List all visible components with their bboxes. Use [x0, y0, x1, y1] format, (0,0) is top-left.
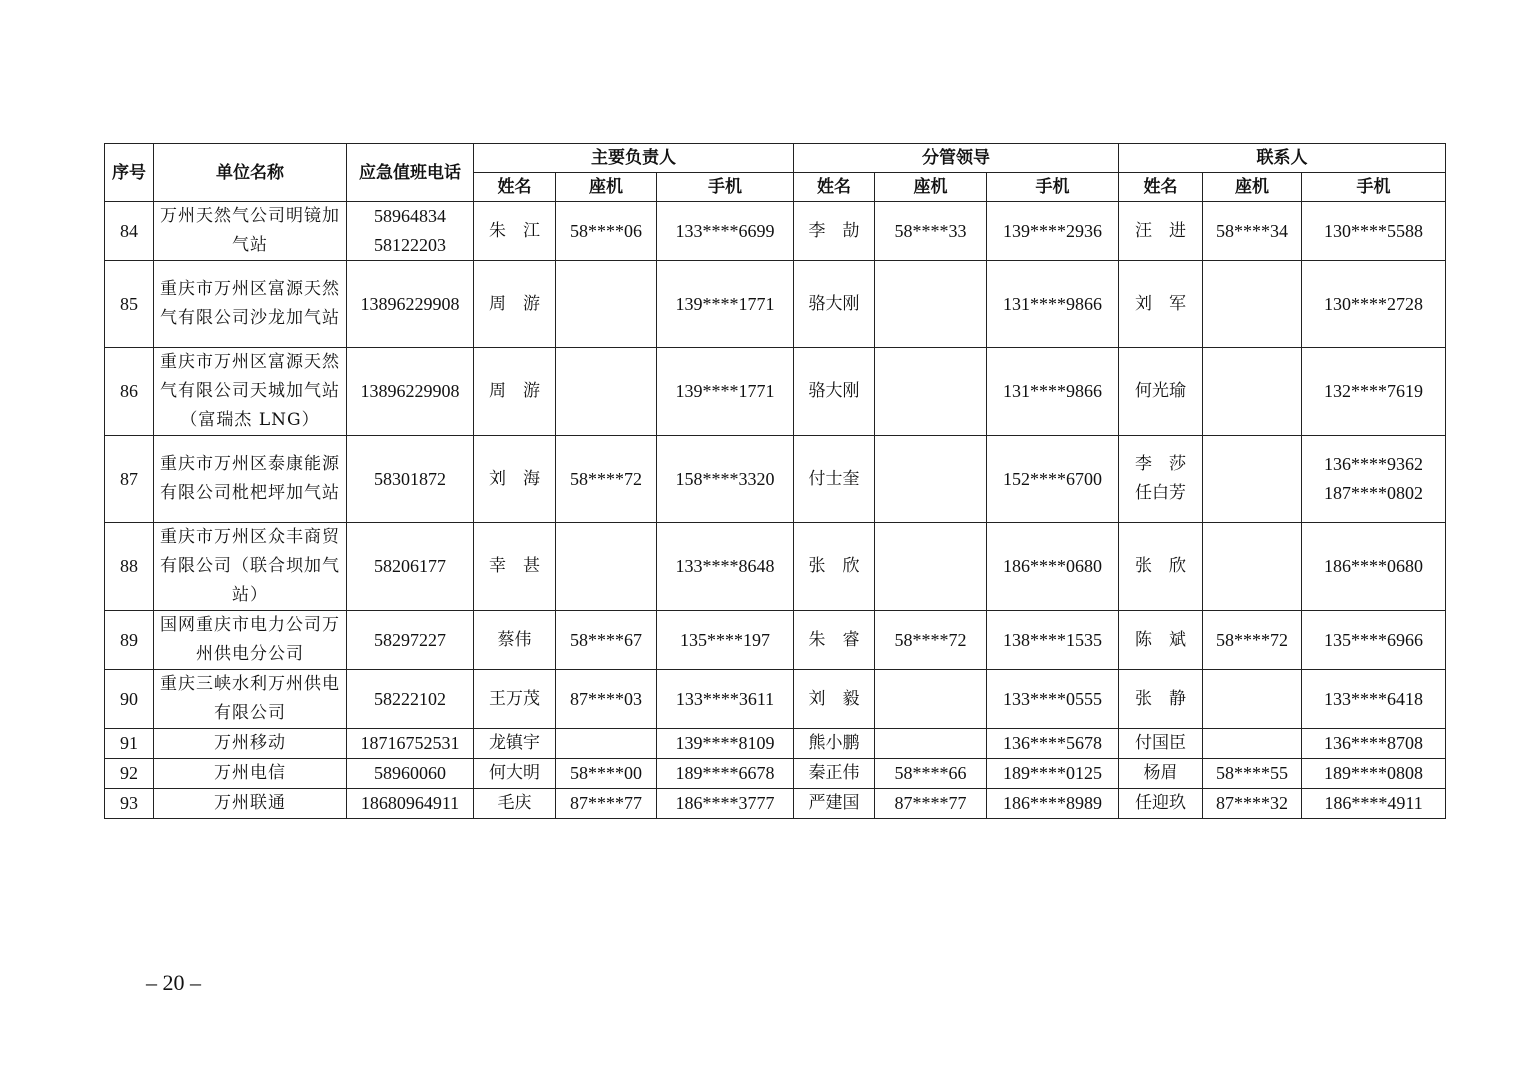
table-row: [105, 670, 1446, 729]
header-seq: 序号: [105, 144, 154, 202]
cell-main-mobile: 133****8648: [657, 523, 794, 611]
cell-seq: 91: [105, 729, 154, 759]
table-row: [105, 261, 1446, 348]
cell-contact-mobile: [1302, 261, 1446, 348]
cell-contact-mobile-line: 189****0808: [1324, 763, 1424, 783]
cell-contact-mobile-line: 186****0680: [1324, 556, 1424, 576]
cell-leader-name: 骆大刚: [794, 261, 875, 348]
cell-leader-landline: 58****33: [875, 202, 987, 261]
cell-duty-phone-line: 58297227: [374, 629, 446, 650]
cell-leader-mobile: 189****0125: [987, 759, 1119, 789]
table-row: [105, 789, 1446, 819]
cell-duty-phone: [347, 348, 474, 436]
cell-duty-phone-line: 58960060: [374, 763, 446, 783]
cell-main-name: 王万茂: [474, 670, 556, 729]
header-row-1: [105, 144, 1446, 173]
cell-main-name: 何大明: [474, 759, 556, 789]
cell-main-name: 龙镇宇: [474, 729, 556, 759]
cell-seq: 87: [105, 436, 154, 523]
cell-contact-name-line: 李 莎: [1135, 454, 1187, 474]
cell-contact-name: [1119, 348, 1203, 436]
cell-leader-landline: [875, 523, 987, 611]
header-duty-phone: 应急值班电话: [347, 144, 474, 202]
cell-contact-mobile-line: 130****2728: [1324, 293, 1424, 314]
cell-seq: 86: [105, 348, 154, 436]
header-main-landline: 座机: [556, 173, 657, 202]
cell-duty-phone: [347, 789, 474, 819]
cell-contact-name-line: 张 静: [1135, 688, 1187, 709]
header-contact-mobile: 手机: [1302, 173, 1446, 202]
cell-main-landline: [556, 261, 657, 348]
cell-unit-name: 万州联通: [154, 789, 347, 819]
cell-duty-phone: [347, 261, 474, 348]
cell-main-landline: 87****03: [556, 670, 657, 729]
cell-contact-landline: 58****55: [1203, 759, 1302, 789]
header-main-mobile: 手机: [657, 173, 794, 202]
table-body: [105, 202, 1446, 819]
cell-main-landline: 58****72: [556, 436, 657, 523]
cell-contact-name: [1119, 261, 1203, 348]
table-row: [105, 202, 1446, 261]
cell-contact-mobile-line: 130****5588: [1324, 220, 1424, 241]
cell-leader-landline: [875, 729, 987, 759]
cell-leader-name: 严建国: [794, 789, 875, 819]
cell-main-landline: [556, 348, 657, 436]
cell-contact-name-line: 何光瑜: [1135, 381, 1187, 401]
cell-duty-phone-line: 58964834: [374, 206, 446, 226]
cell-contact-mobile: [1302, 611, 1446, 670]
cell-leader-name: 李 劼: [794, 202, 875, 261]
cell-contact-name-line: 陈 斌: [1135, 629, 1187, 650]
cell-contact-name-line: 任迎玖: [1135, 793, 1187, 813]
cell-contact-mobile: [1302, 789, 1446, 819]
header-leader-landline: 座机: [875, 173, 987, 202]
cell-leader-landline: [875, 670, 987, 729]
cell-duty-phone-line: 18716752531: [360, 733, 460, 753]
cell-contact-landline: 87****32: [1203, 789, 1302, 819]
cell-main-mobile: 186****3777: [657, 789, 794, 819]
table-row: [105, 611, 1446, 670]
cell-contact-name-line: 杨眉: [1143, 763, 1178, 783]
cell-contact-name-line: 任白芳: [1135, 483, 1187, 503]
cell-contact-name: [1119, 202, 1203, 261]
cell-leader-name: 朱 睿: [794, 611, 875, 670]
cell-seq: 93: [105, 789, 154, 819]
cell-duty-phone-line: 58301872: [374, 468, 446, 489]
cell-contact-landline: 58****34: [1203, 202, 1302, 261]
cell-main-name: 朱 江: [474, 202, 556, 261]
header-contact-name: 姓名: [1119, 173, 1203, 202]
cell-main-name: 刘 海: [474, 436, 556, 523]
cell-contact-mobile: [1302, 729, 1446, 759]
cell-contact-name-line: 张 欣: [1135, 556, 1187, 576]
cell-contact-landline: [1203, 436, 1302, 523]
cell-leader-name: 熊小鹏: [794, 729, 875, 759]
cell-leader-landline: [875, 348, 987, 436]
cell-main-landline: 58****67: [556, 611, 657, 670]
cell-contact-landline: [1203, 348, 1302, 436]
cell-seq: 88: [105, 523, 154, 611]
cell-duty-phone-line: 18680964911: [360, 793, 460, 813]
cell-leader-landline: 58****66: [875, 759, 987, 789]
table-row: [105, 729, 1446, 759]
cell-contact-mobile-line: 186****4911: [1324, 793, 1423, 813]
cell-leader-mobile: 139****2936: [987, 202, 1119, 261]
cell-contact-name: [1119, 759, 1203, 789]
cell-leader-mobile: 138****1535: [987, 611, 1119, 670]
cell-leader-name: 秦正伟: [794, 759, 875, 789]
cell-leader-landline: 58****72: [875, 611, 987, 670]
cell-contact-landline: [1203, 670, 1302, 729]
cell-leader-mobile: 186****0680: [987, 523, 1119, 611]
header-leader-name: 姓名: [794, 173, 875, 202]
cell-contact-name: [1119, 611, 1203, 670]
cell-contact-name: [1119, 729, 1203, 759]
cell-main-mobile: 133****6699: [657, 202, 794, 261]
cell-unit-name: 万州天然气公司明镜加气站: [154, 202, 347, 261]
cell-leader-mobile: 136****5678: [987, 729, 1119, 759]
cell-duty-phone: [347, 759, 474, 789]
cell-contact-name: [1119, 523, 1203, 611]
cell-unit-name: 重庆市万州区泰康能源有限公司枇杷坪加气站: [154, 436, 347, 523]
cell-contact-mobile: [1302, 348, 1446, 436]
cell-main-mobile: 133****3611: [657, 670, 794, 729]
table-row: [105, 523, 1446, 611]
cell-duty-phone-line: 13896229908: [360, 381, 460, 401]
cell-unit-name: 重庆市万州区富源天然气有限公司天城加气站（富瑞杰 LNG）: [154, 348, 347, 436]
table-row: [105, 348, 1446, 436]
cell-contact-mobile: [1302, 436, 1446, 523]
cell-leader-mobile: 133****0555: [987, 670, 1119, 729]
cell-contact-name-line: 付国臣: [1135, 733, 1187, 753]
cell-seq: 89: [105, 611, 154, 670]
cell-duty-phone-line: 13896229908: [360, 293, 460, 314]
cell-main-landline: 58****00: [556, 759, 657, 789]
cell-leader-name: 付士奎: [794, 436, 875, 523]
cell-unit-name: 国网重庆市电力公司万州供电分公司: [154, 611, 347, 670]
cell-contact-name: [1119, 670, 1203, 729]
cell-leader-mobile: 186****8989: [987, 789, 1119, 819]
cell-duty-phone: [347, 611, 474, 670]
cell-leader-mobile: 131****9866: [987, 261, 1119, 348]
cell-main-mobile: 139****1771: [657, 348, 794, 436]
header-unit-name: 单位名称: [154, 144, 347, 202]
cell-main-landline: 58****06: [556, 202, 657, 261]
header-main-head: 主要负责人: [474, 144, 794, 173]
cell-main-mobile: 139****1771: [657, 261, 794, 348]
header-contact-landline: 座机: [1203, 173, 1302, 202]
cell-seq: 90: [105, 670, 154, 729]
header-contact: 联系人: [1119, 144, 1446, 173]
page-number: – 20 –: [146, 970, 201, 995]
table-row: [105, 759, 1446, 789]
cell-main-mobile: 158****3320: [657, 436, 794, 523]
cell-leader-mobile: 152****6700: [987, 436, 1119, 523]
header-leader: 分管领导: [794, 144, 1119, 173]
cell-contact-landline: [1203, 523, 1302, 611]
cell-duty-phone: [347, 436, 474, 523]
cell-leader-landline: [875, 436, 987, 523]
cell-leader-landline: [875, 261, 987, 348]
table-row: [105, 436, 1446, 523]
cell-leader-name: 张 欣: [794, 523, 875, 611]
cell-main-name: 幸 甚: [474, 523, 556, 611]
cell-contact-name-line: 刘 军: [1135, 293, 1187, 314]
cell-unit-name: 万州移动: [154, 729, 347, 759]
cell-duty-phone: [347, 670, 474, 729]
cell-contact-mobile: [1302, 202, 1446, 261]
cell-contact-name: [1119, 789, 1203, 819]
cell-contact-name: [1119, 436, 1203, 523]
cell-main-name: 毛庆: [474, 789, 556, 819]
cell-main-mobile: 135****197: [657, 611, 794, 670]
cell-seq: 92: [105, 759, 154, 789]
cell-contact-mobile-line: 132****7619: [1324, 381, 1424, 401]
cell-contact-mobile: [1302, 523, 1446, 611]
cell-duty-phone: [347, 729, 474, 759]
cell-contact-mobile-line: 136****9362: [1324, 454, 1424, 474]
cell-contact-mobile: [1302, 670, 1446, 729]
cell-seq: 85: [105, 261, 154, 348]
cell-duty-phone-line: 58122203: [374, 235, 446, 255]
cell-contact-mobile-line: 135****6966: [1324, 629, 1424, 650]
header-main-name: 姓名: [474, 173, 556, 202]
cell-duty-phone: [347, 523, 474, 611]
cell-contact-landline: [1203, 729, 1302, 759]
cell-leader-name: 骆大刚: [794, 348, 875, 436]
cell-contact-mobile: [1302, 759, 1446, 789]
cell-main-landline: [556, 523, 657, 611]
contact-table: [104, 143, 1446, 819]
cell-unit-name: 重庆市万州区众丰商贸有限公司（联合坝加气站）: [154, 523, 347, 611]
cell-seq: 84: [105, 202, 154, 261]
cell-contact-mobile-line: 187****0802: [1324, 483, 1424, 503]
cell-contact-name-line: 汪 进: [1135, 220, 1187, 241]
cell-main-landline: 87****77: [556, 789, 657, 819]
cell-contact-landline: 58****72: [1203, 611, 1302, 670]
header-leader-mobile: 手机: [987, 173, 1119, 202]
cell-contact-landline: [1203, 261, 1302, 348]
cell-unit-name: 重庆市万州区富源天然气有限公司沙龙加气站: [154, 261, 347, 348]
cell-main-landline: [556, 729, 657, 759]
cell-unit-name: 万州电信: [154, 759, 347, 789]
cell-main-name: 周 游: [474, 261, 556, 348]
cell-contact-mobile-line: 136****8708: [1324, 733, 1424, 753]
cell-leader-name: 刘 毅: [794, 670, 875, 729]
cell-duty-phone-line: 58206177: [374, 556, 446, 576]
cell-main-name: 蔡伟: [474, 611, 556, 670]
cell-leader-landline: 87****77: [875, 789, 987, 819]
cell-duty-phone-line: 58222102: [374, 688, 446, 709]
cell-contact-mobile-line: 133****6418: [1324, 688, 1424, 709]
cell-main-mobile: 139****8109: [657, 729, 794, 759]
cell-main-mobile: 189****6678: [657, 759, 794, 789]
cell-unit-name: 重庆三峡水利万州供电有限公司: [154, 670, 347, 729]
cell-duty-phone: [347, 202, 474, 261]
cell-leader-mobile: 131****9866: [987, 348, 1119, 436]
cell-main-name: 周 游: [474, 348, 556, 436]
